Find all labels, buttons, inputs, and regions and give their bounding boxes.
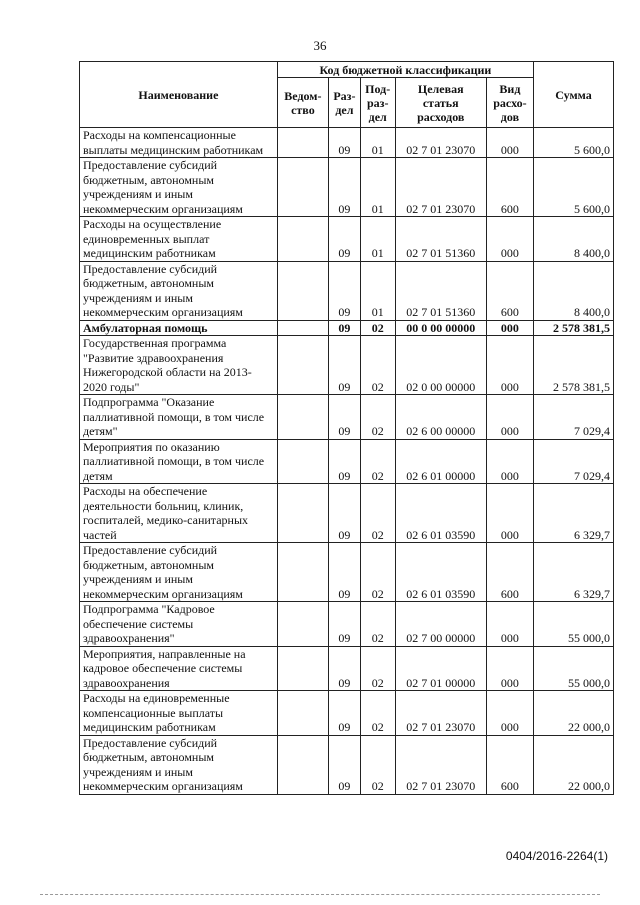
cell-razdel: 09 xyxy=(329,336,361,395)
cell-vid: 000 xyxy=(486,395,533,440)
cell-podrazdel: 02 xyxy=(360,735,395,794)
cell-razdel: 09 xyxy=(329,646,361,691)
cell-vedomstvo xyxy=(277,320,328,336)
table-row xyxy=(80,320,614,336)
page-number: 36 xyxy=(313,38,327,53)
cell-vedomstvo xyxy=(277,128,328,158)
cell-podrazdel: 02 xyxy=(360,691,395,736)
bottom-rule xyxy=(40,894,600,895)
table-row xyxy=(80,128,614,158)
cell-name: Расходы на осуществление единовременных выплат медицинским работникам xyxy=(80,217,278,262)
cell-summa: 5 600,0 xyxy=(534,128,614,158)
cell-razdel: 09 xyxy=(329,128,361,158)
cell-name: Расходы на обеспечение деятельности больниц, клиник, госпиталей, медико-санитарных частей xyxy=(80,484,278,543)
cell-vid: 600 xyxy=(486,261,533,320)
cell-vid: 000 xyxy=(486,439,533,484)
cell-vid: 000 xyxy=(486,602,533,647)
cell-name: Предоставление субсидий бюджетным, автономным учреждениям и иным некоммерческим организациям xyxy=(80,158,278,217)
cell-vid: 000 xyxy=(486,336,533,395)
cell-summa: 8 400,0 xyxy=(534,217,614,262)
table-row xyxy=(80,261,614,320)
budget-table xyxy=(79,61,614,795)
cell-razdel: 09 xyxy=(329,320,361,336)
cell-vid: 600 xyxy=(486,543,533,602)
cell-podrazdel: 01 xyxy=(360,128,395,158)
cell-razdel: 09 xyxy=(329,439,361,484)
cell-celevaya: 02 6 01 03590 xyxy=(395,543,486,602)
cell-name: Подпрограмма "Кадровое обеспечение системы здравоохранения" xyxy=(80,602,278,647)
table-body xyxy=(80,128,614,795)
table-row xyxy=(80,395,614,440)
cell-summa: 2 578 381,5 xyxy=(534,320,614,336)
cell-vedomstvo xyxy=(277,543,328,602)
cell-razdel: 09 xyxy=(329,158,361,217)
header-summa: Сумма xyxy=(534,62,614,128)
cell-vid: 000 xyxy=(486,217,533,262)
cell-podrazdel: 02 xyxy=(360,543,395,602)
cell-vedomstvo xyxy=(277,261,328,320)
cell-summa: 6 329,7 xyxy=(534,484,614,543)
cell-razdel: 09 xyxy=(329,602,361,647)
cell-celevaya: 02 7 01 00000 xyxy=(395,646,486,691)
cell-razdel: 09 xyxy=(329,691,361,736)
cell-vedomstvo xyxy=(277,158,328,217)
cell-name: Расходы на единовременные компенсационные выплаты медицинским работникам xyxy=(80,691,278,736)
cell-celevaya: 02 7 01 51360 xyxy=(395,217,486,262)
cell-vedomstvo xyxy=(277,395,328,440)
cell-vid: 600 xyxy=(486,158,533,217)
cell-celevaya: 02 6 01 03590 xyxy=(395,484,486,543)
cell-vedomstvo xyxy=(277,336,328,395)
cell-celevaya: 02 7 00 00000 xyxy=(395,602,486,647)
table-row xyxy=(80,439,614,484)
cell-razdel: 09 xyxy=(329,735,361,794)
cell-summa: 22 000,0 xyxy=(534,691,614,736)
cell-summa: 2 578 381,5 xyxy=(534,336,614,395)
cell-celevaya: 02 6 01 00000 xyxy=(395,439,486,484)
cell-podrazdel: 02 xyxy=(360,395,395,440)
header-code-group: Код бюджетной классификации xyxy=(277,62,533,78)
cell-vedomstvo xyxy=(277,602,328,647)
cell-vid: 000 xyxy=(486,484,533,543)
header-celevaya: Целевая статья расходов xyxy=(395,78,486,128)
cell-podrazdel: 02 xyxy=(360,439,395,484)
header-vedomstvo: Ведом-ство xyxy=(277,78,328,128)
cell-podrazdel: 02 xyxy=(360,484,395,543)
cell-podrazdel: 02 xyxy=(360,336,395,395)
cell-summa: 7 029,4 xyxy=(534,439,614,484)
cell-celevaya: 02 7 01 23070 xyxy=(395,691,486,736)
cell-name: Мероприятия, направленные на кадровое обеспечение системы здравоохранения xyxy=(80,646,278,691)
header-razdel: Раз-дел xyxy=(329,78,361,128)
cell-vedomstvo xyxy=(277,691,328,736)
cell-vedomstvo xyxy=(277,439,328,484)
cell-razdel: 09 xyxy=(329,217,361,262)
table-row xyxy=(80,336,614,395)
cell-name: Предоставление субсидий бюджетным, автономным учреждениям и иным некоммерческим организациям xyxy=(80,261,278,320)
cell-vid: 000 xyxy=(486,691,533,736)
table-row xyxy=(80,646,614,691)
cell-podrazdel: 02 xyxy=(360,646,395,691)
cell-razdel: 09 xyxy=(329,261,361,320)
cell-name: Расходы на компенсационные выплаты медицинским работникам xyxy=(80,128,278,158)
cell-name: Государственная программа "Развитие здравоохранения Нижегородской области на 2013-2020 годы" xyxy=(80,336,278,395)
cell-celevaya: 02 7 01 23070 xyxy=(395,128,486,158)
cell-podrazdel: 02 xyxy=(360,602,395,647)
cell-razdel: 09 xyxy=(329,395,361,440)
cell-summa: 5 600,0 xyxy=(534,158,614,217)
cell-podrazdel: 01 xyxy=(360,217,395,262)
cell-celevaya: 00 0 00 00000 xyxy=(395,320,486,336)
cell-name: Мероприятия по оказанию паллиативной помощи, в том числе детям xyxy=(80,439,278,484)
cell-celevaya: 02 7 01 23070 xyxy=(395,158,486,217)
cell-vedomstvo xyxy=(277,646,328,691)
cell-razdel: 09 xyxy=(329,484,361,543)
document-code: 0404/2016-2264(1) xyxy=(505,849,608,863)
cell-celevaya: 02 6 00 00000 xyxy=(395,395,486,440)
table-row xyxy=(80,735,614,794)
header-podrazdel: Под-раз-дел xyxy=(360,78,395,128)
cell-summa: 22 000,0 xyxy=(534,735,614,794)
cell-vedomstvo xyxy=(277,484,328,543)
table-row xyxy=(80,602,614,647)
cell-podrazdel: 01 xyxy=(360,158,395,217)
cell-vid: 600 xyxy=(486,735,533,794)
cell-razdel: 09 xyxy=(329,543,361,602)
header-vid: Вид расхо-дов xyxy=(486,78,533,128)
cell-summa: 7 029,4 xyxy=(534,395,614,440)
table-row xyxy=(80,543,614,602)
cell-podrazdel: 02 xyxy=(360,320,395,336)
cell-summa: 8 400,0 xyxy=(534,261,614,320)
cell-celevaya: 02 7 01 51360 xyxy=(395,261,486,320)
cell-name: Предоставление субсидий бюджетным, автономным учреждениям и иным некоммерческим организациям xyxy=(80,735,278,794)
cell-celevaya: 02 0 00 00000 xyxy=(395,336,486,395)
header-name: Наименование xyxy=(80,62,278,128)
cell-vid: 000 xyxy=(486,320,533,336)
cell-vedomstvo xyxy=(277,217,328,262)
table-row xyxy=(80,691,614,736)
table-row xyxy=(80,217,614,262)
cell-vid: 000 xyxy=(486,646,533,691)
cell-summa: 6 329,7 xyxy=(534,543,614,602)
cell-name: Предоставление субсидий бюджетным, автономным учреждениям и иным некоммерческим организациям xyxy=(80,543,278,602)
cell-name: Подпрограмма "Оказание паллиативной помощи, в том числе детям" xyxy=(80,395,278,440)
table-row xyxy=(80,484,614,543)
table-row xyxy=(80,158,614,217)
cell-summa: 55 000,0 xyxy=(534,602,614,647)
cell-vedomstvo xyxy=(277,735,328,794)
cell-vid: 000 xyxy=(486,128,533,158)
cell-name: Амбулаторная помощь xyxy=(80,320,278,336)
cell-summa: 55 000,0 xyxy=(534,646,614,691)
cell-podrazdel: 01 xyxy=(360,261,395,320)
cell-celevaya: 02 7 01 23070 xyxy=(395,735,486,794)
